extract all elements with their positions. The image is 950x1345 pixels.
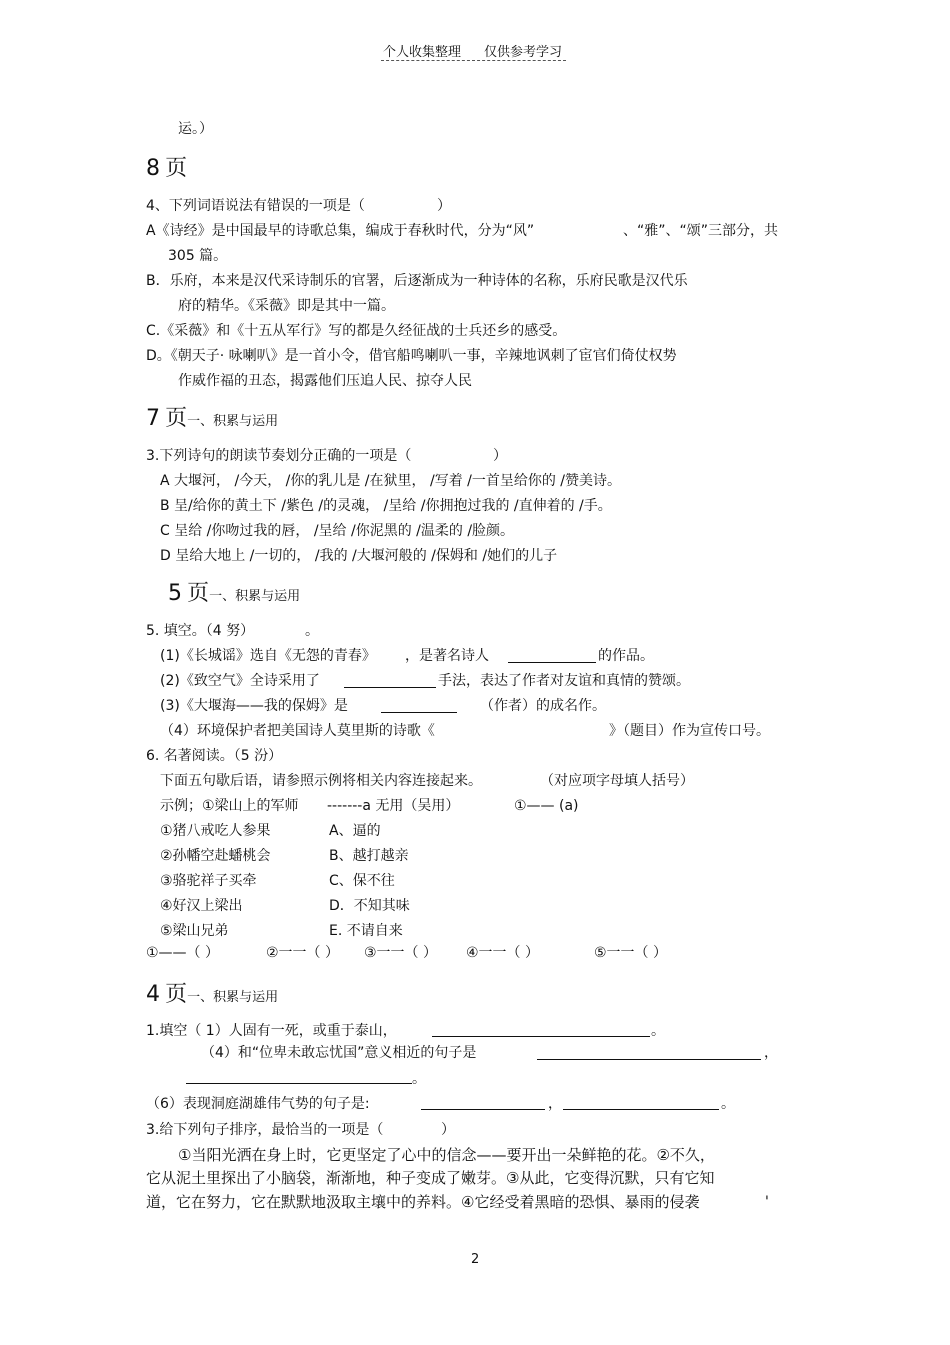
blank-s4-3[interactable] [186,1083,412,1084]
fill-1c: 的作品。 [598,648,654,664]
fill-line-4-mid: ， [548,1096,562,1112]
fill-4a: （4）环境保护者把美国诗人莫里斯的诗歌《 [160,723,435,739]
section-8-heading [146,156,187,182]
example-c: ①—— (a) [514,798,579,814]
section-number: 7 [146,406,160,431]
question-5: 5. 填空。（4 努） [146,623,255,639]
question-3-order-close: ） [441,1122,455,1138]
blank-3[interactable] [381,712,457,713]
blank-1[interactable] [508,662,596,663]
question-3: 3.下列诗句的朗读节奏划分正确的一项是（ [146,448,412,464]
passage-line-3-end: ' [765,1194,769,1210]
fill-1a: (1)《长城谣》选自《无怨的青春》 [160,648,376,664]
right-item: E. 不请自来 [329,923,403,939]
section-7-heading [146,406,278,432]
answer-slot[interactable]: ⑤一一（ ） [594,945,668,961]
left-item: ⑤梁山兄弟 [160,923,229,939]
answer-slot[interactable]: ①——（ ） [146,945,220,961]
fill-line-4-end: 。 [721,1096,735,1112]
option-a-line1: A《诗经》是中国最早的诗歌总集，编成于春秋时代，分为“风” [146,223,535,239]
passage-line-3: 道，它在努力，它在默默地汲取主壤中的养料。④它经受着黑暗的恐惧、暴雨的侵袭 [146,1193,700,1211]
fill-line-3-end: 。 [412,1071,426,1087]
option-a-line1b: 、“雅”、“颂”三部分，共 [623,223,779,239]
answer-slot[interactable]: ④一一（ ） [466,945,540,961]
question-4: 4、下列词语说法有错误的一项是（ [146,198,365,214]
option-c: C 呈给 /你吻过我的唇， /呈给 /你泥黑的 /温柔的 /脸颜。 [160,523,515,539]
fill-line-2: （4）和“位卑未敢忘忧国”意义相近的句子是 [201,1045,477,1061]
fill-2b: 手法，表达了作者对友谊和真情的赞颂。 [438,673,690,689]
question-6-note: （对应项字母填人括号） [540,773,694,789]
header-underline [381,60,566,61]
passage-line-1: ①当阳光洒在身上时，它更坚定了心中的信念——要开出一朵鲜艳的花。②不久， [178,1146,715,1164]
fill-line-4: （6）表现洞庭湖雄伟气势的句子是: [146,1096,370,1112]
question-5-end: 。 [305,623,319,639]
answer-slot[interactable]: ②一一（ ） [266,945,340,961]
option-b-line2: 府的精华。《采薇》即是其中一篇。 [178,298,395,314]
option-b: B 呈/给你的黄土下 /紫色 /的灵魂， /呈给 /你拥抱过我的 /直伸着的 /手。 [160,498,612,514]
question-6-intro: 下面五句歇后语，请参照示例将相关内容连接起来。 [160,773,482,789]
section-4-heading [146,982,278,1008]
top-fragment: 运。） [178,121,213,137]
section-subtitle: 一、积累与运用 [187,990,279,1005]
left-item: ③骆驼祥子买牵 [160,873,257,889]
question-3-order: 3.给下列句子排序，最恰当的一项是（ [146,1122,384,1138]
fill-2a: (2)《致空气》全诗采用了 [160,673,320,689]
blank-s4-4a[interactable] [421,1109,545,1110]
option-d: D 呈给大地上 /一切的， /我的 /大堰河般的 /保姆和 /她们的儿子 [160,548,558,564]
page-number: 2 [471,1252,480,1267]
section-number: 8 [146,156,160,181]
header-right: 仅供参考学习 [484,45,563,60]
blank-s4-4b[interactable] [563,1109,719,1110]
section-page-label: 页 [165,982,188,1007]
section-page-label: 页 [187,581,210,606]
question-3-close: ） [493,448,507,464]
fill-4b: 》（题目）作为宣传口号。 [609,723,770,739]
right-item: A、逼的 [329,823,381,839]
right-item: C、保不往 [329,873,395,889]
section-page-label: 页 [165,406,188,431]
option-d-line1: D。《朝天子· 咏喇叭》是一首小令，借官船鸣喇叭一事，辛辣地讽刺了宦官们倚仗权势 [146,348,677,364]
example-b: -------a 无用（吴用） [327,798,460,814]
option-d-line2: 作威作福的丑态，揭露他们压追人民、掠夺人民 [178,373,472,389]
fill-3b: （作者）的成名作。 [480,698,606,714]
left-item: ②孙幡空赴蟠桃会 [160,848,271,864]
answer-slot[interactable]: ③一一（ ） [364,945,438,961]
question-4-close: ） [437,198,451,214]
right-item: B、越打越亲 [329,848,409,864]
fill-line-1-end: 。 [651,1023,665,1039]
section-subtitle: 一、积累与运用 [187,414,279,429]
section-5-heading [168,581,300,607]
fill-line-2-end: ， [764,1045,778,1061]
fill-1b: ，是著名诗人 [405,648,489,664]
option-a-line2: 305 篇。 [168,248,228,264]
fill-3a: (3)《大堰海——我的保姆》是 [160,698,348,714]
right-item: D．不知其味 [329,898,410,914]
blank-s4-2[interactable] [537,1059,761,1060]
option-b-line1: B．乐府，本来是汉代采诗制乐的官署，后逐渐成为一种诗体的名称，乐府民歌是汉代乐 [146,273,688,289]
option-a: A 大堰河， /今天， /你的乳儿是 /在狱里， /写着 /一首呈给你的 /赞美诗。 [160,473,622,489]
passage-line-2: 它从泥土里探出了小脑袋，渐渐地，种子变成了嫩芽。③从此，它变得沉默，只有它知 [146,1169,715,1187]
blank-s4-1[interactable] [432,1036,650,1037]
section-number: 4 [146,982,160,1007]
section-subtitle: 一、积累与运用 [209,589,301,604]
example-a: 示例；①梁山上的军师 [160,798,299,814]
header-left: 个人收集整理 [383,45,462,60]
left-item: ①猪八戒吃人参果 [160,823,271,839]
section-number: 5 [168,581,182,606]
section-page-label: 页 [165,156,188,181]
question-6: 6. 名著阅读。（5 汾） [146,748,283,764]
option-c: C.《采薇》和《十五从军行》写的都是久经征战的士兵还乡的感受。 [146,323,567,339]
left-item: ④好汉上梁出 [160,898,243,914]
blank-2[interactable] [344,687,436,688]
fill-line-1: 1.填空（ 1）人固有一死，或重于泰山， [146,1023,397,1039]
